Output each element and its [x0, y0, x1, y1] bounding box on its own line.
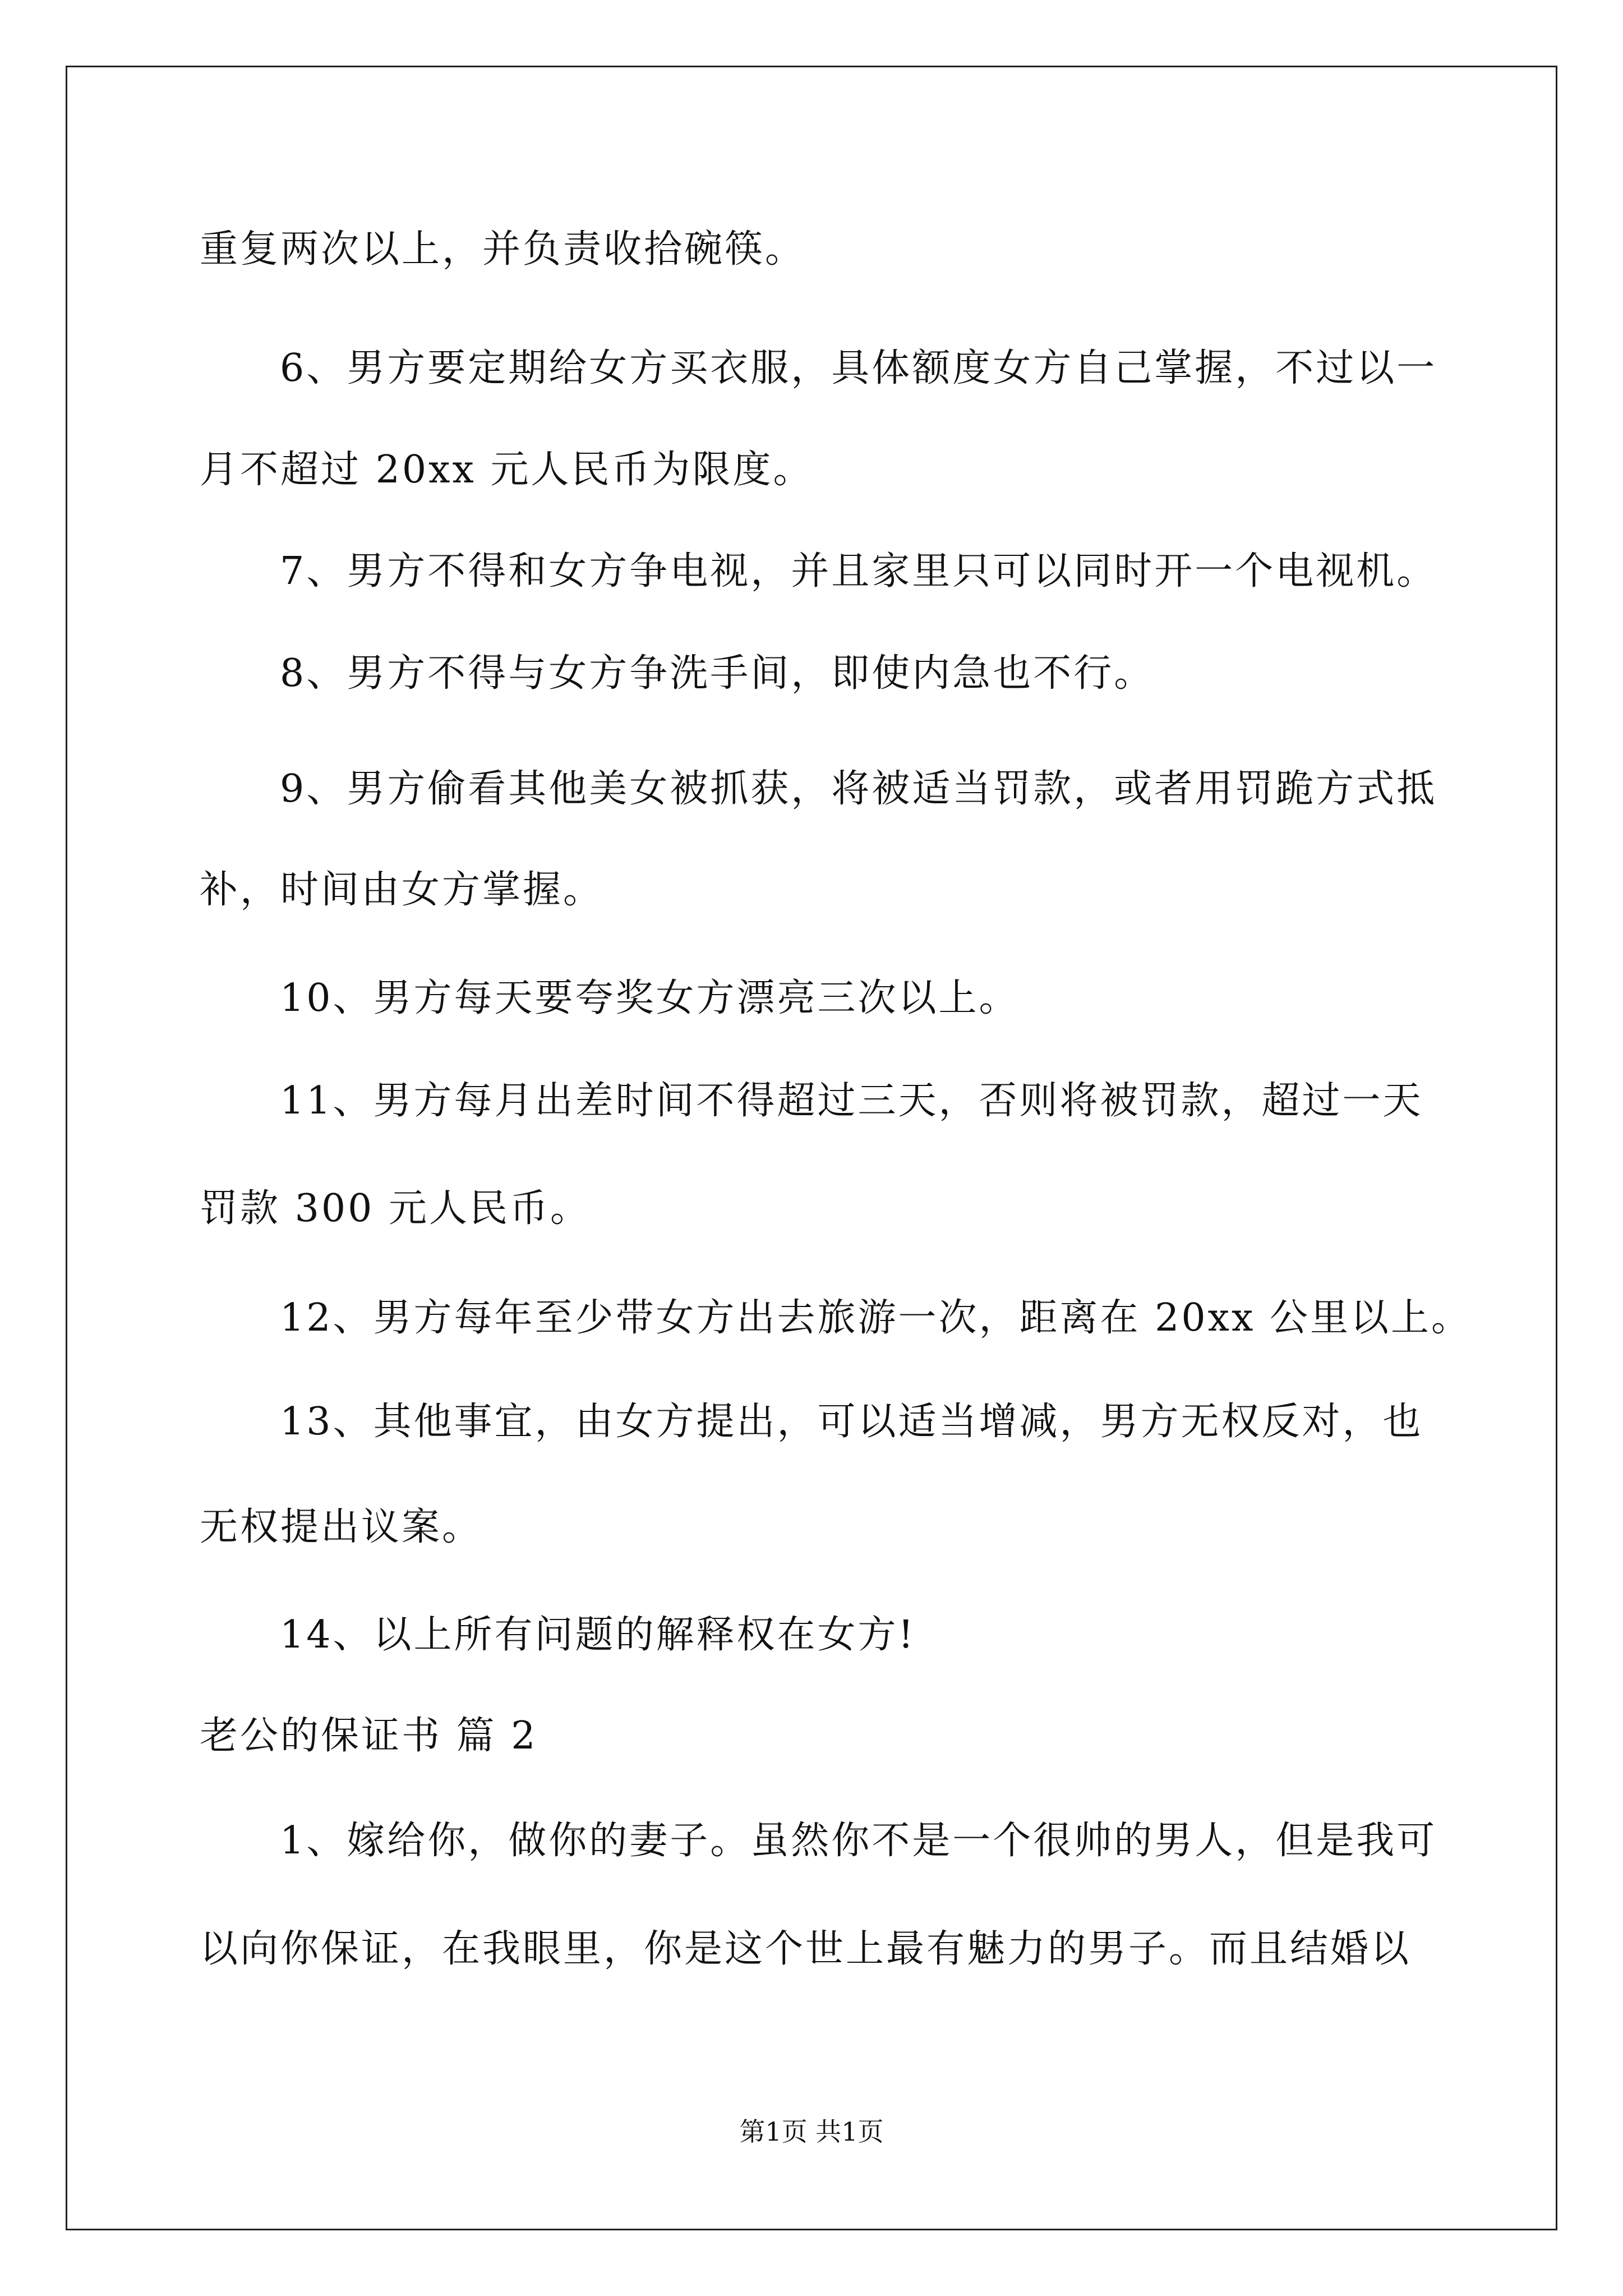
list-item-12: 12、男方每年至少带女方出去旅游一次，距离在 20xx 公里以上。 — [280, 1296, 1472, 1340]
text-line: 重复两次以上，并负责收拾碗筷。 — [200, 227, 806, 272]
text-line: 罚款 300 元人民币。 — [200, 1186, 591, 1231]
list-item-7: 7、男方不得和女方争电视，并且家里只可以同时开一个电视机。 — [280, 549, 1437, 593]
text-line: 以向你保证，在我眼里，你是这个世上最有魅力的男子。而且结婚以 — [200, 1927, 1412, 1971]
list-item-13: 13、其他事宜，由女方提出，可以适当增减，男方无权反对，也 — [280, 1400, 1423, 1444]
list-item-1: 1、嫁给你，做你的妻子。虽然你不是一个很帅的男人，但是我可 — [280, 1819, 1437, 1863]
list-item-8: 8、男方不得与女方争洗手间，即使内急也不行。 — [280, 651, 1155, 696]
list-item-10: 10、男方每天要夸奖女方漂亮三次以上。 — [280, 976, 1020, 1020]
section-heading: 老公的保证书 篇 2 — [200, 1714, 538, 1758]
list-item-14: 14、以上所有问题的解释权在女方! — [280, 1613, 916, 1657]
text-line: 月不超过 20xx 元人民币为限度。 — [200, 448, 814, 492]
page-footer: 第1页 共1页 — [739, 2116, 884, 2147]
text-line: 无权提出议案。 — [200, 1505, 483, 1549]
list-item-9: 9、男方偷看其他美女被抓获，将被适当罚款，或者用罚跪方式抵 — [280, 767, 1437, 811]
list-item-11: 11、男方每月出差时间不得超过三天，否则将被罚款，超过一天 — [280, 1079, 1423, 1123]
text-line: 补，时间由女方掌握。 — [200, 868, 604, 912]
list-item-6: 6、男方要定期给女方买衣服，具体额度女方自己掌握，不过以一 — [280, 346, 1437, 390]
